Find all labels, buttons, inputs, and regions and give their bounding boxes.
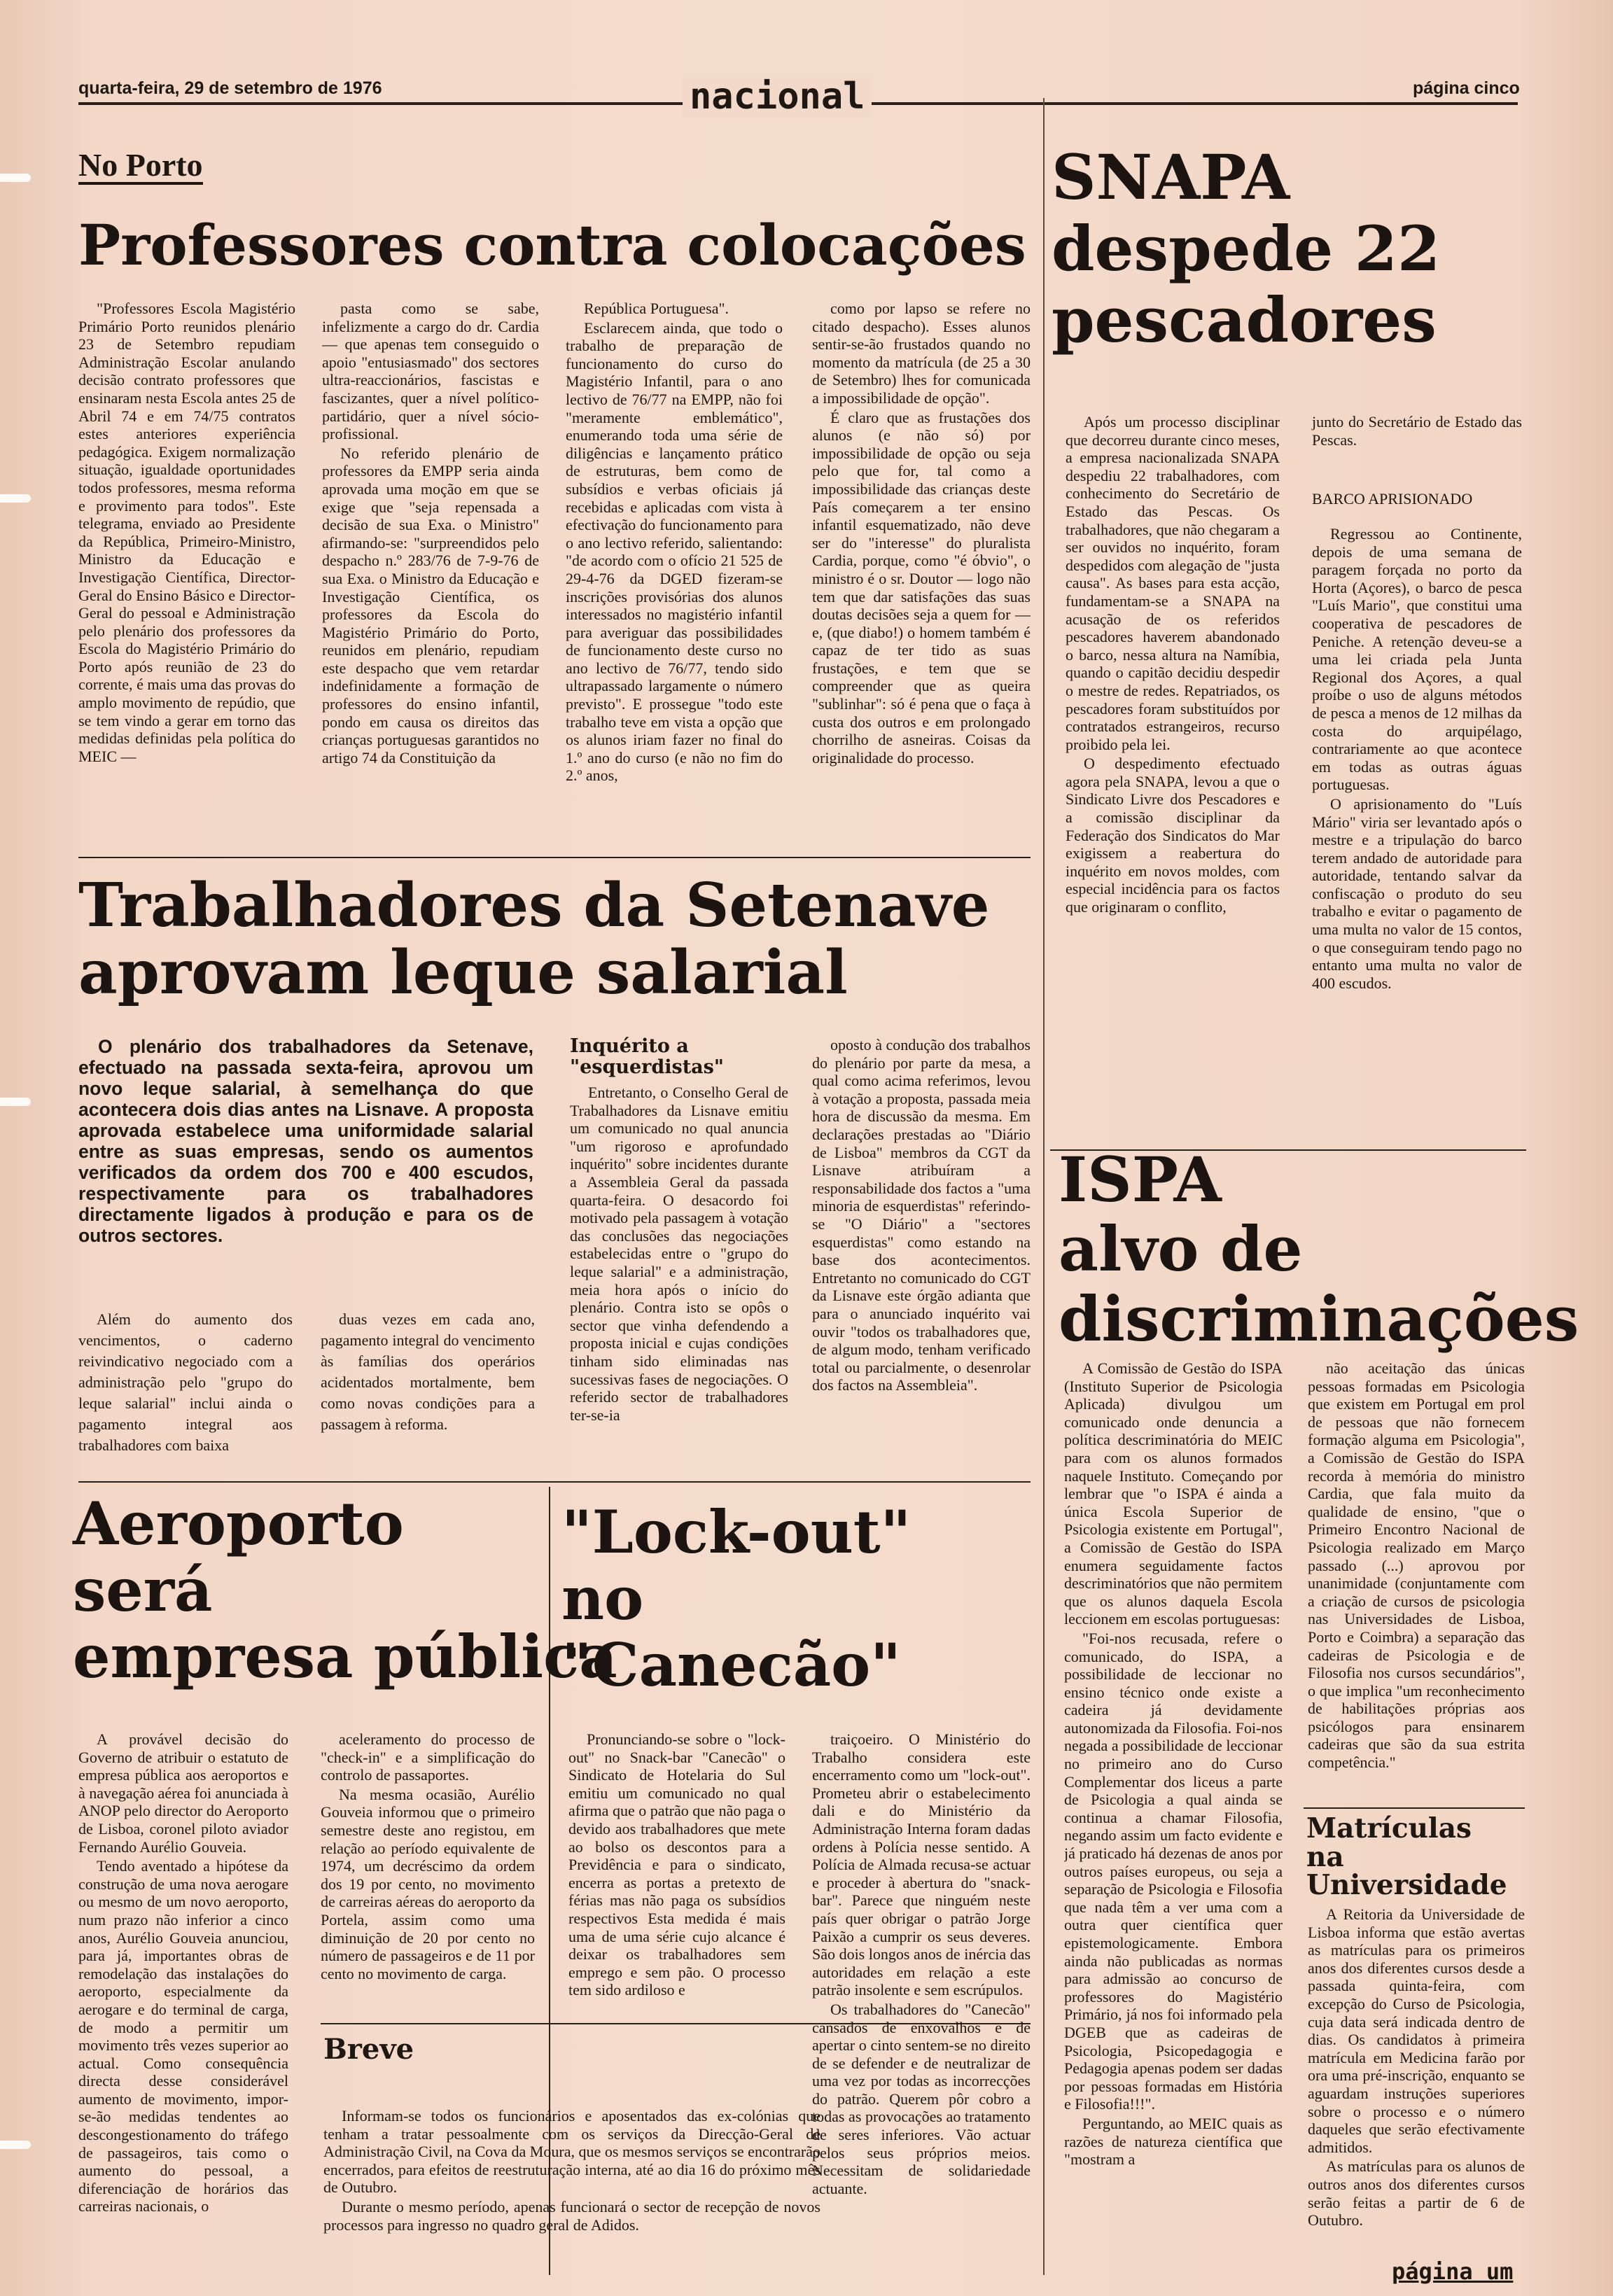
article-subhead: BARCO APRISIONADO [1312,490,1473,507]
page-number: página cinco [1413,78,1520,98]
section-divider [78,1481,1031,1483]
article-lead: O plenário dos trabalhadores da Setenave, efectuado na passada sexta-feira, aprovou um novo leque salarial, à semelhança do que acontecera dois dias antes na Lisnave. A proposta aprovada estabelece uma uniformidade salarial entre as suas empresas, sendo os aumentos verificados da ordem dos 700 e 400 escudos, respectivamente para os trabalhadores directamente ligados à produção e para os de outros sectores. [78,1036,533,1246]
article-column: Após um processo disciplinar que decorreu durante cinco meses, a empresa nacionalizada SNAPA despediu 22 trabalhadores, com conhecimento do Secretário de Estado das Pescas. Os trabalhadores, que não chegaram a ser ouvidos no inquérito, foram despedidos com alegação de "justa causa". As bases para esta acção, fundamentam-se a SNAPA na acusação de os referidos pescadores haverem abandonado o barco, nessa altura na Namíbia, quando o capitão decidiu despedir o mestre de redes. Repatriados, os pescadores foram substituídos por contratados estrangeiros, recurso proibido pela lei. O despedimento efectuado agora pela SNAPA, levou a que o Sindicato Livre dos Pescadores e a comissão disciplinar da Federação dos Sindicatos do Mar exigissem a reabertura do inquérito em novos moldes, com especial incidência para os factos que originaram o conflito, [1066,413,1280,916]
article-column: Entretanto, o Conselho Geral de Trabalhadores da Lisnave emitiu um comunicado no qual anuncia "um rigoroso e aprofundado inquérito" sobre incidentes durante a Assembleia Geral da passada quarta-feira. O desacordo foi motivado pela passagem à votação das conclusões das negociações estabelecidas entre o "grupo do leque salarial" e a administração, meia hora após o início do plenário. Contra isto se opôs o sector que vinha defendendo a proposta inicial e cujas condições tinham sido eliminadas nas sucessivas fases de negociações. O referido sector de trabalhadores ter-se-ia [570,1084,788,1424]
article-column: Pronunciando-se sobre o "lock-out" no Snack-bar "Canecão" o Sindicato de Hotelaria do Sul emitiu um comunicado no qual afirma que o patrão que não paga o devido aos trabalhadores que mete ao bolso os descontos para a Previdência e para o sindicato, encerra as portas a pretexto de férias mas não paga os subsídios respectivos Esta medida é mais uma de uma série cujo alcance é deixar os trabalhadores sem emprego e sem pão. O processo tem sido ardiloso e [568,1730,785,1999]
article-headline-setenave: Trabalhadores da Setenave aprovam leque salarial [78,870,990,1009]
section-divider [1304,1807,1525,1809]
article-column: oposto à condução dos trabalhos do plenário por parte da mesa, a qual como acima referimos, levou à votação a proposta, passada meia hora de discussão da mesma. Em declarações prestadas ao "Diário de Lisboa" membros da CGT da Lisnave atribuíram a responsabilidade dos factos a "uma minoria de esquerdistas" referindo-se "O Diário" a "sectores esquerdistas" como estando na base dos acontecimentos. Entretanto no comunicado do CGT da Lisnave este órgão adianta que para o anunciado inquérito vai ouvir "todos os trabalhadores que, de algum modo, tenham verificado total ou parcialmente, o desenrolar dos factos na Assembleia". [812,1036,1031,1394]
section-divider [78,857,1031,858]
article-column: A Comissão de Gestão do ISPA (Instituto Superior de Psicologia Aplicada) divulgou um comunicado onde denuncia a política descriminatória do MEIC para com os alunos formados naquele Instituto. Começando por lembrar que "o ISPA é ainda a única Escola Superior de Psicologia existente em Portugal", a Comissão de Gestão do ISPA enumera seguidamente factos descriminatórios que não permitem que os alunos daquela Escola leccionem em escolas portuguesas: "Foi-nos recusada, refere o comunicado, do ISPA, a possibilidade de leccionar no ensino técnico onde existe a cadeira já devidamente autonomizada da Filosofia. Foi-nos negada a possibilidade de leccionar no primeiro ano do Curso Complementar dos liceus a parte de Psicologia a qual ainda se continua a chamar Filosofia, negando assim um facto evidente e já praticado há dezenas de anos por outros países europeus, ou seja a separação de Psicologia e Filosofia que nada têm a ver uma com a outra quer científica quer epistemologicamente. Embora ainda não publicadas as normas para admissão ao concurso de professores do Magistério Primário, já nos foi informado pela DGEB que as cadeiras de Psicologia, Psicopedagogia e Pedagogia apenas podem ser dadas por pessoas formadas em História e Filosofia!!!". Perguntando, ao MEIC quais as razões de natureza científica que "mostram a [1064,1359,1283,2169]
article-column: aceleramento do processo de "check-in" e a simplificação do controlo de passaportes. Na mesma ocasião, Aurélio Gouveia informou que o primeiro semestre deste ano registou, em relação ao período equivalente de 1974, um decréscimo da ordem dos 19 por cento, no movimento de carreiras aéreas do aeroporto da Portela, assim como uma diminuição de 20 por cento no número de passageiros e de 11 por cento no movimento de carga. [321,1730,535,1982]
column-divider [1043,98,1045,2275]
binder-mark [0,174,31,182]
article-headline-matriculas: Matrículas na Universidade [1306,1812,1507,1902]
article-body-breve: Informam-se todos os funcionários e aposentados das ex-colónias que tenham a tratar pessoalmente com os serviços da Direcção-Geral de Administração Civil, na Cova da Moura, que os mesmos serviços se encontrarão encerrados, para efeitos de reestruturação interna, até ao dia 16 do próximo mês de Outubro. Durante o mesmo período, apenas funcionará o sector de recepção de novos processos para ingresso no quadro geral de Adidos. [323,2107,821,2234]
article-column: A provável decisão do Governo de atribuir o estatuto de empresa pública aos aeroportos e à navegação aérea foi anunciada à ANOP pelo director do Aeroporto de Lisboa, coronel piloto aviador Fernando Aurélio Gouveia. Tendo aventado a hipótese da construção de uma nova aerogare ou mesmo de um novo aeroporto, num prazo não inferior a cinco anos, Aurélio Gouveia anunciou, para já, importantes obras de remodelação das instalações do aeroporto, especialmente da aerogare e do terminal de carga, de modo a permitir um movimento três vezes superior ao actual. Como consequência directa desse considerável aumento de movimento, impor-se-ão medidas tendentes ao descongestionamento do tráfego de passageiros, tais como o aumento do pessoal, a diferenciação de horários das carreiras nacionais, o [78,1730,288,2216]
article-column: pasta como se sabe, infelizmente a cargo do dr. Cardia — que apenas tem conseguido o apoio "entusiasmado" dos sectores ultra-reaccionários, fascistas e fascizantes, quer a nível político-partidário, quer a nível sócio-profissional. No referido plenário de professores da EMPP seria ainda aprovada uma moção em que se exige que "seja repensada a decisão de sua Exa. o Ministro" afirmando-se: "surpreendidos pelo despacho n.º 283/76 de 7-9-76 de sua Exa. o Ministro da Educação e Investigação Científica, os professores da Escola do Magistério Primário do Porto, reunidos em plenário, repudiam este despacho que vem retardar indefinidamente a formação de professores do ensino infantil, pondo em causa os direitos das crianças portuguesas garantidos no artigo 74 da Constituição da [322,300,539,766]
article-column: duas vezes em cada ano, pagamento integral do vencimento às famílias dos operários acidentados mortalmente, bem como novas condições para a passagem à reforma. [321,1310,535,1433]
binder-mark [0,2141,31,2149]
section-title: nacional [683,76,872,118]
article-column: Além do aumento dos vencimentos, o caderno reivindicativo negociado com a administração pelo "grupo do leque salarial" inclui ainda o pagamento integral aos trabalhadores com baixa [78,1310,293,1454]
article-column: "Professores Escola Magistério Primário Porto reunidos plenário 23 de Setembro repudiam Administração Escolar anulando decisão contrato professores que ensinaram nesta Escola antes 25 de Abril 74 e em 74/75 contratos estes anteriores experiência pedagógica. Exigem normalização situação, igualdade oportunidades todos professores, mesma reforma e provimento para todos". Este telegrama, enviado ao Presidente da República, Primeiro-Ministro, Ministro da Educação e Investigação Científica, Director-Geral do Ensino Básico e Director-Geral do pessoal e Administração pelo plenário dos professores da Escola do Magistério Primário do Porto após reunião de 23 do corrente, é mais uma das provas do amplo movimento de repúdio, que se tem vindo a gerar em torno das medidas definidas pela política do MEIC — [78,300,295,765]
article-headline-canecao: "Lock-out" no "Canecão" [561,1497,912,1700]
article-column: traiçoeiro. O Ministério do Trabalho considera este encerramento como um "lock-out". Prometeu abrir o estabelecimento dali e do Ministério da Administração Interna foram dadas ordens à Polícia nesse sentido. A Polícia de Almada recusa-se actuar e proceder à abertura do "snack-bar". Parece que ninguém neste país quer obrigar o patrão Jorge Paixão a cumprir os seus deveres. São dois longos anos de inércia das autoridades em relação a este patrão insolente e sem escrúpulos. Os trabalhadores do "Canecão" cansados de enxovalhos e de apertar o cinto sentem-se no direito de se defender e de neutralizar de uma vez por todas as incorrecções do patrão. Querem pôr cobro a todas as provocações ao tratamento de seres inferiores. Vão actuar pelos seus próprios meios. Necessitam de solidariedade actuante. [812,1730,1031,2197]
masthead-date: quarta-feira, 29 de setembro de 1976 [78,78,382,98]
article-column: República Portuguesa". Esclarecem ainda, que todo o trabalho de preparação de funcionamento do curso do Magistério Infantil, para o ano lectivo de 76/77 na EMPP, não foi "meramente emblemático", enumerando toda uma série de diligências e lançamento prático de estruturas, bem como de subsídios e verbas oficiais já recebidas e aplicadas com vista à efectivação do funcionamento para o ano lectivo referido, salientando: "de acordo com o ofício 21 525 de 29-4-76 da DGED fizeram-se inscrições provisórias dos alunos interessados no magistério infantil para averiguar das possibilidades de funcionamento deste curso no ano lectivo de 76/77, tendo sido ultrapassado largamente o número previsto". E prossegue "todo este trabalho teve em vista a opção que os alunos iriam fazer no final do 1.º ano do curso (e não no fim do 2.º anos, [566,300,783,785]
article-headline-ispa: ISPA alvo de discriminações [1059,1143,1579,1355]
article-headline-professores: Professores contra colocações [78,212,1026,278]
continued-link[interactable]: página um [1392,2258,1514,2285]
article-kicker: No Porto [78,148,203,185]
article-headline-breve: Breve [323,2033,414,2066]
article-headline-snapa: SNAPA despede 22 pescadores [1052,141,1441,357]
article-subhead: Inquérito a "esquerdistas" [570,1035,724,1078]
article-column: como por lapso se refere no citado despacho). Esses alunos sentir-se-ão frustados quando no momento da matrícula (de 25 a 30 de Setembro) lhes for comunicada a impossibilidade de opção". É claro que as frustações dos alunos (e não só) por impossibilidade de opção ou seja pelo que for, tal como a impossibilidade das crianças deste País começarem a ter ensino infantil esquematizado, não deve ser do "interesse" do pluralista Cardia, porque, como "é óbvio", o ministro é o sr. Doutor — logo não tem que dar satisfações das suas doutas decisões seja a quem for — e, (que diabo!) o homem também é capaz de ter tido as suas frustações, e tem que se compreender que as queira "sublinhar": só é pena que o faça à custa dos outros e em prolongado chorrilho de asneiras. Coisas da originalidade do processo. [812,300,1031,766]
article-column: não aceitação das únicas pessoas formadas em Psicologia que existem em Portugal em prol de pessoas que não fornecem formação alguma em Psicologia", a Comissão de Gestão do ISPA recorda à memória do ministro Cardia, que fala muito da qualidade de ensino, "que o Primeiro Encontro Nacional de Psicologia realizado em Março passado (...) aprovou por unanimidade (conjuntamente com a criação de cursos de psicologia nas Universidades de Lisboa, Porto e Coimbra) a separação das cadeiras de Psicologia e de Filosofia nos cursos secundários", o que implica "um reconhecimento de habilitações próprias aos psicólogos para ensinarem cadeiras que são da sua estrita competência." [1308,1359,1525,1772]
binder-mark [0,494,31,503]
article-column: Regressou ao Continente, depois de uma semana de paragem forçada no porto da Horta (Açores), o barco de pesca "Luís Mario", que constitui uma cooperativa de pescadores de Peniche. A retenção deveu-se a uma lei criada pela Junta Regional dos Açores, a qual proíbe o uso de alguns métodos de pesca a menos de 12 milhas da costa do arquipélago, contrariamente ao que acontece em todas as outras águas portuguesas. O aprisionamento do "Luís Mário" viria ser levantado após o mestre e a tripulação do barco terem andado de autoridade para autoridade, tentando salvar da confiscação o produto do seu trabalho e evitar o pagamento de uma multa no valor de 15 contos, o que conseguiram tendo pago no entanto uma multa no valor de 400 escudos. [1312,525,1522,992]
article-body-matriculas: A Reitoria da Universidade de Lisboa informa que estão avertas as matrículas para os primeiros anos dos diferentes cursos desde a passada quinta-feira, com excepção do Curso de Psicologia, cuja data será indicada dentro de dias. Os candidatos à primeira matrícula em Medicina farão por ora uma pré-inscrição, enquanto se aguardam instruções superiores sobre o processo e o número daqueles que serão efectivamente admitidos. As matrículas para os alunos de outros anos dos diferentes cursos serão feitas a partir de 6 de Outubro. [1308,1905,1525,2230]
binder-mark [0,1098,31,1106]
article-headline-aeroporto: Aeroporto será empresa pública [73,1489,617,1691]
article-column-top: junto do Secretário de Estado das Pescas. [1312,413,1522,449]
